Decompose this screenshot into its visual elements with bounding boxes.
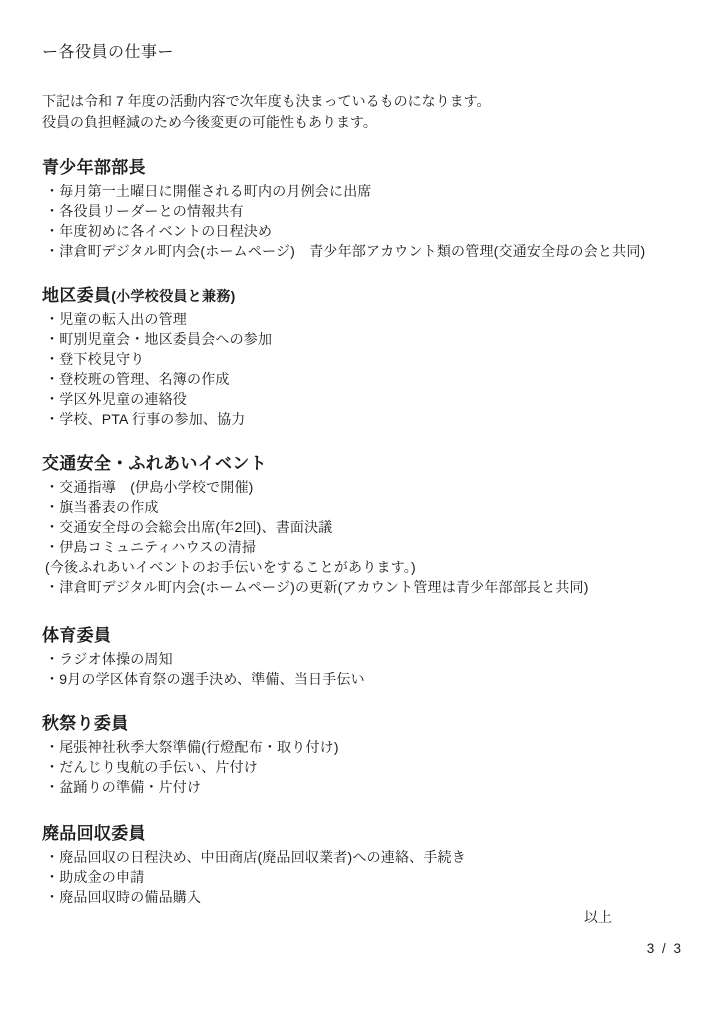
duty-item: ・ラジオ体操の周知 <box>45 651 173 667</box>
duty-item: ・津倉町デジタル町内会(ホームページ) 青少年部アカウント類の管理(交通安全母の会と共同) <box>45 243 646 259</box>
section-heading <box>42 713 682 735</box>
section-traffic-safety-event <box>42 453 682 597</box>
section-autumn-festival-committee <box>42 713 682 797</box>
page-title: ー各役員の仕事ー <box>42 44 175 61</box>
section-heading-text: 交通安全・ふれあいイベント <box>42 454 267 473</box>
section-heading <box>42 823 682 845</box>
section-heading-text: 地区委員 <box>42 286 112 305</box>
duty-item: ・毎月第一土曜日に開催される町内の月例会に出席 <box>45 183 372 199</box>
duty-item: ・各役員リーダーとの情報共有 <box>45 203 244 219</box>
duty-item: ・盆踊りの準備・片付け <box>45 779 202 795</box>
duty-item-note: (今後ふれあいイベントのお手伝いをすることがあります。) <box>45 559 416 575</box>
page-number: 3 / 3 <box>646 941 683 956</box>
section-heading-note: (小学校役員と兼務) <box>111 288 236 304</box>
section-heading <box>42 285 682 307</box>
duty-item: ・廃品回収の日程決め、中田商店(廃品回収業者)への連絡、手続き <box>45 849 466 865</box>
duty-item: ・児童の転入出の管理 <box>45 311 187 327</box>
section-heading <box>42 453 682 475</box>
section-district-committee <box>42 285 682 429</box>
duty-item: ・登下校見守り <box>45 351 145 367</box>
duty-item: ・尾張神社秋季大祭準備(行燈配布・取り付け) <box>45 739 339 755</box>
section-recycling-committee <box>42 823 682 907</box>
duty-item: ・登校班の管理、名簿の作成 <box>45 371 230 387</box>
intro-paragraph <box>42 91 682 133</box>
section-heading-text: 青少年部部長 <box>42 158 146 177</box>
duty-item: ・学校、PTA 行事の参加、協力 <box>45 411 246 427</box>
duty-item: ・交通指導 (伊島小学校で開催) <box>45 479 254 495</box>
section-heading-text: 秋祭り委員 <box>42 714 129 733</box>
duty-item: ・9月の学区体育祭の選手決め、準備、当日手伝い <box>45 671 365 687</box>
intro-line-1: 下記は令和 7 年度の活動内容で次年度も決まっているものになります。 <box>42 93 491 109</box>
section-heading-text: 廃品回収委員 <box>42 824 146 843</box>
section-heading <box>42 625 682 647</box>
duty-item: ・だんじり曳航の手伝い、片付け <box>45 759 258 775</box>
duty-item: ・交通安全母の会総会出席(年2回)、書面決議 <box>45 519 333 535</box>
duty-item: ・津倉町デジタル町内会(ホームページ)の更新(アカウント管理は青少年部部長と共同) <box>45 579 589 595</box>
section-youth-division-chief <box>42 157 682 261</box>
closing-text: 以上 <box>584 909 612 925</box>
section-heading-text: 体育委員 <box>42 626 112 645</box>
duty-item: ・年度初めに各イベントの日程決め <box>45 223 273 239</box>
section-heading <box>42 157 682 179</box>
duty-item: ・廃品回収時の備品購入 <box>45 889 202 905</box>
duty-item: ・旗当番表の作成 <box>45 499 159 515</box>
intro-line-2: 役員の負担軽減のため今後変更の可能性もあります。 <box>42 114 377 130</box>
duty-item: ・伊島コミュニティハウスの清掃 <box>45 539 257 555</box>
duty-item: ・学区外児童の連絡役 <box>45 391 187 407</box>
duty-item: ・町別児童会・地区委員会への参加 <box>45 331 273 347</box>
duty-item: ・助成金の申請 <box>45 869 145 885</box>
section-sports-committee <box>42 625 682 689</box>
